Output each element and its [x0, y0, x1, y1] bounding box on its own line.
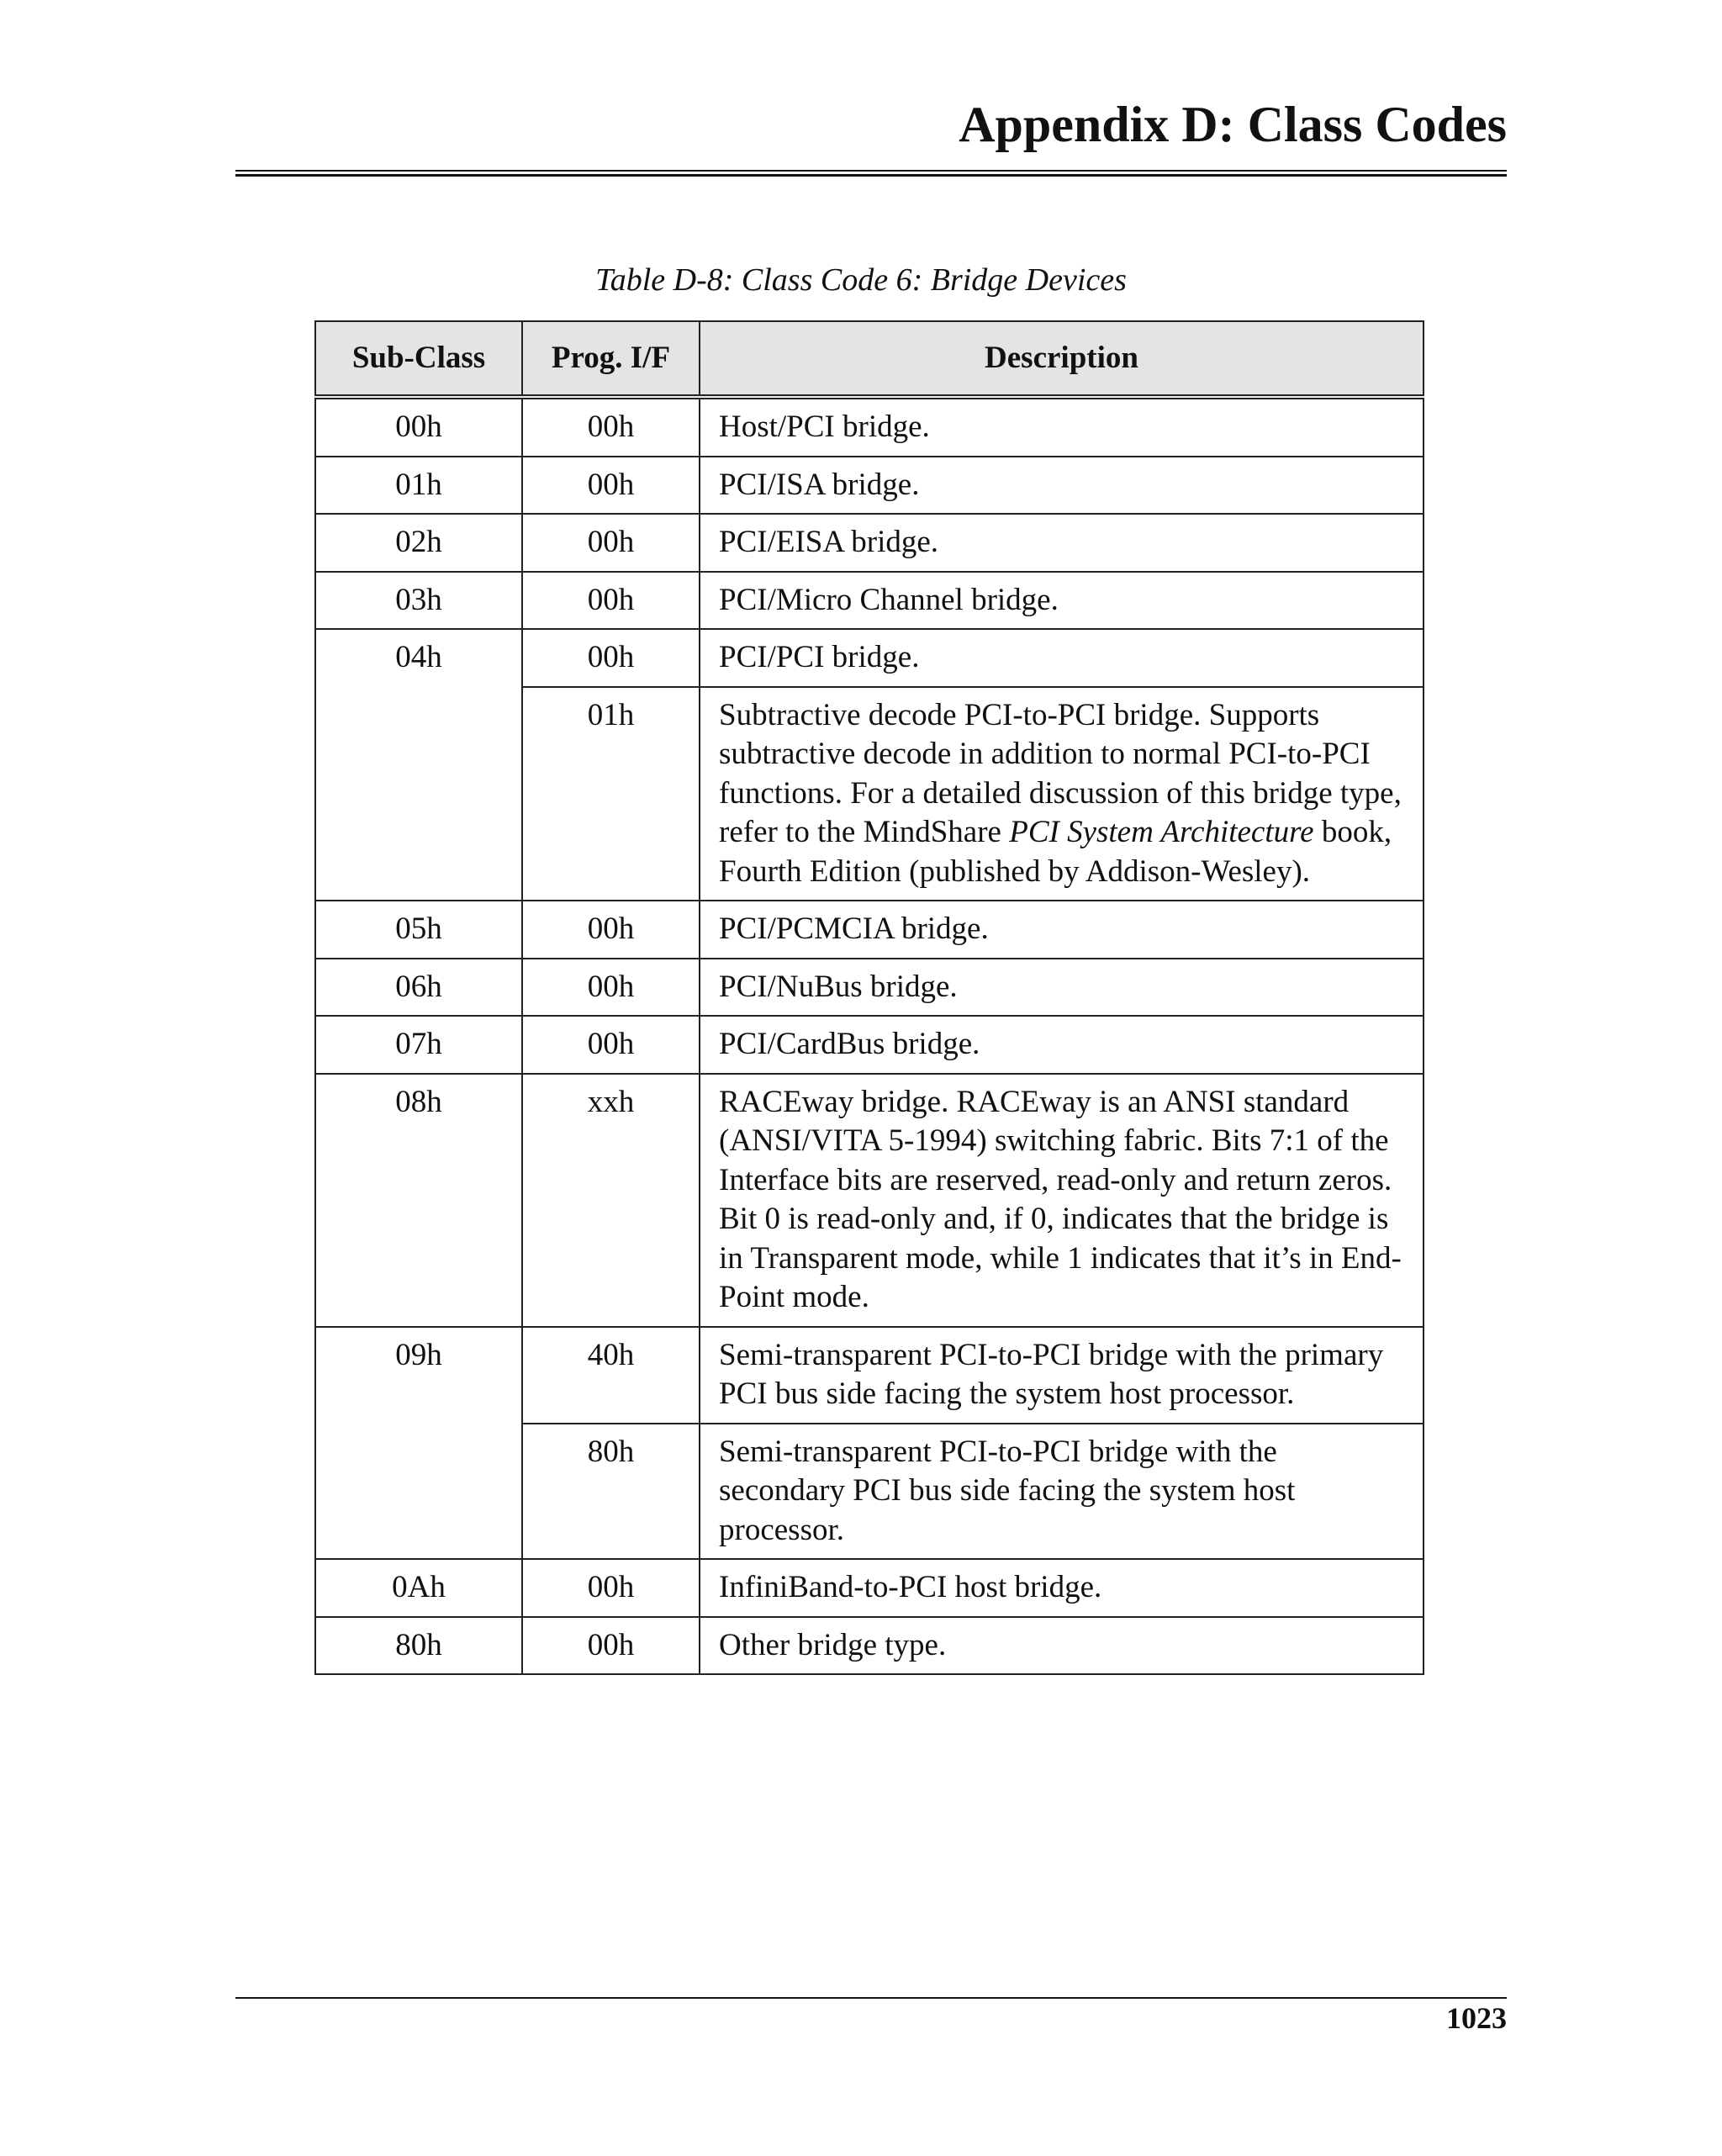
- sub-class-cell: 07h: [315, 1016, 522, 1074]
- header-rule: [235, 170, 1507, 172]
- description-cell: Other bridge type.: [700, 1617, 1424, 1675]
- table-row: [315, 1559, 1424, 1617]
- table-row: [315, 457, 1424, 515]
- description-cell: RACEway bridge. RACEway is an ANSI standard (ANSI/VITA 5-1994) switching fabric. Bits 7:1 of the Interface bits are reserved, read-only and return zeros. Bit 0 is read-only and, if 0, indicates that the bridge is in Transparent mode, while 1 indicates that it’s in End-Point mode.: [700, 1074, 1424, 1327]
- sub-class-cell: 02h: [315, 514, 522, 572]
- table-row: [315, 514, 1424, 572]
- description-cell: Semi-transparent PCI-to-PCI bridge with the primary PCI bus side facing the system host processor.: [700, 1327, 1424, 1424]
- description-cell: PCI/PCI bridge.: [700, 629, 1424, 687]
- sub-class-cell: 80h: [315, 1617, 522, 1675]
- table-row: [315, 1327, 1424, 1424]
- column-header-sub-class: Sub-Class: [315, 321, 522, 397]
- prog-if-cell: 00h: [522, 1617, 700, 1675]
- footer-rule: [235, 1997, 1507, 1999]
- sub-class-cell: 09h: [315, 1327, 522, 1560]
- prog-if-cell: 00h: [522, 514, 700, 572]
- table-row: [315, 1016, 1424, 1074]
- description-text: book, Fourth Edition (published by Addison-Wesley).: [719, 815, 1392, 889]
- prog-if-cell: 00h: [522, 901, 700, 959]
- prog-if-cell: 00h: [522, 959, 700, 1017]
- column-header-prog-if: Prog. I/F: [522, 321, 700, 397]
- page-number: 1023: [1446, 2001, 1507, 2035]
- prog-if-cell: 00h: [522, 1016, 700, 1074]
- prog-if-cell: 00h: [522, 397, 700, 457]
- table-row: [315, 397, 1424, 457]
- prog-if-cell: 00h: [522, 629, 700, 687]
- description-cell: PCI/CardBus bridge.: [700, 1016, 1424, 1074]
- prog-if-cell: 01h: [522, 687, 700, 901]
- table-caption: Table D-8: Class Code 6: Bridge Devices: [595, 262, 1127, 298]
- bridge-devices-table: [314, 320, 1424, 1675]
- description-cell: PCI/NuBus bridge.: [700, 959, 1424, 1017]
- sub-class-cell: 08h: [315, 1074, 522, 1327]
- column-header-description: Description: [700, 321, 1424, 397]
- description-cell: PCI/EISA bridge.: [700, 514, 1424, 572]
- description-cell: [700, 687, 1424, 901]
- page-header-title: Appendix D: Class Codes: [959, 97, 1507, 152]
- description-cell: PCI/Micro Channel bridge.: [700, 572, 1424, 630]
- header-rule-thick: [235, 174, 1507, 177]
- table-row: [315, 1617, 1424, 1675]
- table-row: [315, 901, 1424, 959]
- table-header-row: [315, 321, 1424, 397]
- prog-if-cell: 80h: [522, 1424, 700, 1560]
- description-cell: PCI/ISA bridge.: [700, 457, 1424, 515]
- prog-if-cell: 00h: [522, 457, 700, 515]
- prog-if-cell: xxh: [522, 1074, 700, 1327]
- sub-class-cell: 03h: [315, 572, 522, 630]
- prog-if-cell: 00h: [522, 1559, 700, 1617]
- prog-if-cell: 40h: [522, 1327, 700, 1424]
- table-row: [315, 959, 1424, 1017]
- description-cell: InfiniBand-to-PCI host bridge.: [700, 1559, 1424, 1617]
- sub-class-cell: 00h: [315, 397, 522, 457]
- table-row: [315, 1074, 1424, 1327]
- sub-class-cell: 06h: [315, 959, 522, 1017]
- description-cell: PCI/PCMCIA bridge.: [700, 901, 1424, 959]
- sub-class-cell: 01h: [315, 457, 522, 515]
- sub-class-cell: 0Ah: [315, 1559, 522, 1617]
- description-cell: Semi-transparent PCI-to-PCI bridge with the secondary PCI bus side facing the system host processor.: [700, 1424, 1424, 1560]
- description-cell: Host/PCI bridge.: [700, 397, 1424, 457]
- table-row: [315, 629, 1424, 687]
- description-text: Subtractive decode PCI-to-PCI bridge. Supports subtractive decode in addition to normal PCI-to-PCI functions. For a detailed discussion of this bridge type, refer to the MindShare: [719, 697, 1402, 849]
- sub-class-cell: 04h: [315, 629, 522, 901]
- sub-class-cell: 05h: [315, 901, 522, 959]
- table-row: [315, 572, 1424, 630]
- book-title: PCI System Architecture: [1009, 815, 1314, 849]
- prog-if-cell: 00h: [522, 572, 700, 630]
